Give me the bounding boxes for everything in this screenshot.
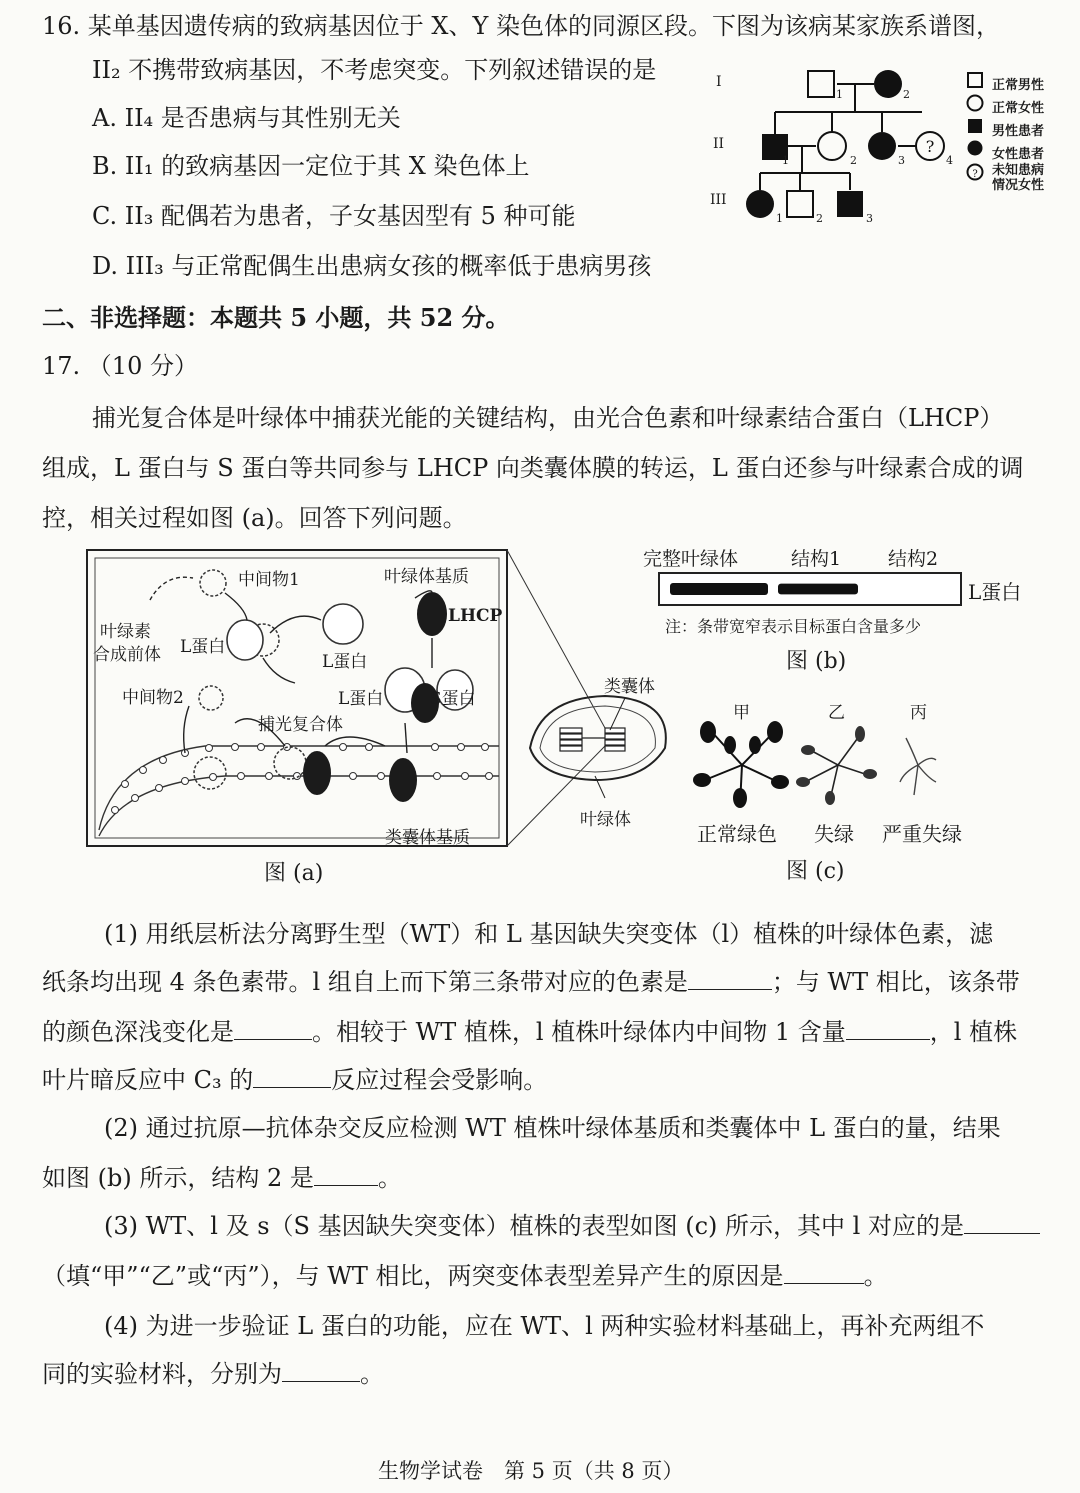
fig-b-col-2: 结构1 [791,548,842,570]
pedigree-I1-normal-male [808,71,834,97]
q17-3-line1-text: (3) WT、l 及 s（S 基因缺失突变体）植株的表型如图 (c) 所示，其中 l 对应的是 [104,1212,964,1240]
fig-a-lprotein-3: L蛋白 [338,689,384,709]
svg-text:?: ? [925,137,935,156]
pedigree-id-III1: 1 [776,212,783,225]
fig-a-caption: 图 (a) [264,861,324,886]
fig-c-plant-label-1: 甲 [733,703,750,723]
q17-3-blank-2[interactable] [784,1263,864,1284]
fig-c-plant-label-3: 丙 [910,703,927,723]
pedigree-id-III3: 3 [866,212,873,225]
q17-1-line2-text-b: ；与 WT 相比，该条带 [771,968,1020,996]
q16-option-c: C. II₃ 配偶若为患者，子女基因型有 5 种可能 [92,202,576,230]
q17-2-line1: (2) 通过抗原—抗体杂交反应检测 WT 植株叶绿体基质和类囊体中 L 蛋白的量，结果 [104,1114,1001,1142]
fig-a-sprotein: S蛋白 [430,689,476,709]
fig-b-col-3: 结构2 [888,548,939,570]
q17-4-line1: (4) 为进一步验证 L 蛋白的功能，应在 WT、l 两种实验材料基础上，再补充两组不 [104,1312,985,1340]
q17-3-line1 [104,1206,1040,1241]
fig-b-blot [658,572,963,608]
q16-stem-line2: II₂ 不携带致病基因，不考虑突变。下列叙述错误的是 [92,56,657,84]
q17-1-line2 [42,962,1020,997]
q17-3-blank-1[interactable] [964,1213,1040,1234]
q17-1-blank-2[interactable] [234,1019,312,1040]
pedigree-id-I2: 2 [903,88,910,101]
q17-1-blank-3[interactable] [846,1019,930,1040]
q17-1-line4-text-a: 叶片暗反应中 C₃ 的 [42,1066,254,1094]
fig-a-lhcp: LHCP [448,606,503,626]
pedigree-id-I1: 1 [836,88,843,101]
svg-text:?: ? [972,169,978,180]
q17-1-blank-1[interactable] [688,969,772,990]
q17-header: 17. （10 分） [42,352,198,380]
blot-band-2 [778,584,858,595]
fig-c-phenotype-3: 严重失绿 [882,822,962,846]
q16-option-b: B. II₁ 的致病基因一定位于其 X 染色体上 [92,152,530,180]
fig-a-complex: 捕光复合体 [258,715,343,735]
pedigree-II3-affected-female [868,132,896,160]
legend-affected-male: 男性患者 [992,124,1045,139]
pedigree-III3-affected-male [837,191,863,217]
pedigree-id-II1: 1 [782,154,789,167]
fig-a-precursor-2: 合成前体 [93,645,161,665]
q17-2-line2-text-a: 如图 (b) 所示，结构 2 是 [42,1164,314,1192]
q17-4-blank[interactable] [282,1361,360,1382]
pedigree-id-II4: 4 [946,154,953,167]
plant-jia-icon [693,721,789,808]
q17-1-line4 [42,1060,547,1095]
q17-1-line2-text-a: 纸条均出现 4 条色素带。l 组自上而下第三条带对应的色素是 [42,968,688,996]
fig-a-intermediate2: 中间物2 [122,688,184,708]
q16-stem-line1: 16. 某单基因遗传病的致病基因位于 X、Y 染色体的同源区段。下图为该病某家族系谱图， [42,12,1000,40]
fig-b-col-1: 完整叶绿体 [643,548,739,570]
q17-2-line2-text-b: 。 [377,1164,402,1192]
q17-4-line2-text-a: 同的实验材料，分别为 [42,1360,282,1388]
q17-1-line3-text-a: 的颜色深浅变化是 [42,1018,234,1046]
q17-1-line1: (1) 用纸层析法分离野生型（WT）和 L 基因缺失突变体（l）植株的叶绿体色素，滤 [104,920,994,948]
q17-4-line2 [42,1354,384,1389]
fig-b-caption: 图 (b) [786,649,847,674]
q17-1-line4-text-b: 反应过程会受影响。 [331,1066,548,1094]
fig-a-intermediate1: 中间物1 [238,570,300,590]
fig-b-row-label: L蛋白 [968,580,1022,604]
plant-yi-icon [796,726,877,805]
pedigree-III2-normal-male [787,191,813,217]
page-footer: 生物学试卷 第 5 页（共 8 页） [378,1459,684,1483]
q17-2-blank[interactable] [314,1165,378,1186]
q17-1-line3 [42,1012,1017,1047]
fig-a-chloroplast: 叶绿体 [580,810,631,830]
pedigree-id-II2: 2 [850,154,857,167]
q17-4-line2-text-b: 。 [360,1360,384,1388]
q17-1-line3-text-c: ，l 植株 [929,1018,1018,1046]
fig-a-thylakoid: 类囊体 [604,677,655,697]
plant-bing-icon [900,738,936,795]
fig-a-lprotein-1: L蛋白 [180,637,226,657]
fig-c-plants [690,720,960,810]
fig-c-caption: 图 (c) [786,859,845,884]
blot-band-1 [670,583,768,595]
q17-intro-line2: 组成，L 蛋白与 S 蛋白等共同参与 LHCP 向类囊体膜的转运，L 蛋白还参与叶绿素合成的调 [42,454,1024,482]
q17-3-line2-text-a: （填“甲”“乙”或“丙”），与 WT 相比，两突变体表型差异产生的原因是 [42,1262,784,1290]
q16-option-d: D. III₃ 与正常配偶生出患病女孩的概率低于患病男孩 [92,252,652,280]
legend-unknown-female: 未知患病情况女性 [992,163,1045,193]
pedigree-gen-I-label: I [716,74,722,90]
pedigree-I2-affected-female [874,70,902,98]
fig-c-plant-label-2: 乙 [828,703,845,723]
q17-2-line2 [42,1158,402,1193]
pedigree-gen-II-label: II [713,136,725,152]
fig-c-phenotype-2: 失绿 [814,822,854,846]
q17-1-line3-text-b: 。相较于 WT 植株，l 植株叶绿体内中间物 1 含量 [312,1018,846,1046]
fig-c-phenotype-1: 正常绿色 [697,822,777,846]
legend-affected-female: 女性患者 [992,147,1045,162]
q17-1-blank-4[interactable] [253,1067,331,1088]
q17-intro-line3: 控，相关过程如图 (a)。回答下列问题。 [42,504,467,532]
fig-a-lprotein-2: L蛋白 [322,652,368,672]
pedigree-II2-normal-female [818,132,846,160]
q17-intro-line1: 捕光复合体是叶绿体中捕获光能的关键结构，由光合色素和叶绿素结合蛋白（LHCP） [92,404,1004,432]
legend-normal-male: 正常男性 [992,78,1045,93]
pedigree-gen-III-label: III [710,192,727,208]
pedigree-III1-affected-female [746,190,774,218]
q17-3-line2-text-b: 。 [863,1262,888,1290]
fig-a-lumen: 类囊体基质 [385,828,470,848]
pedigree-id-II3: 3 [898,154,905,167]
section2-header: 二、非选择题：本题共 5 小题，共 52 分。 [42,303,510,332]
legend-normal-female: 正常女性 [992,101,1045,116]
fig-b-note: 注：条带宽窄表示目标蛋白含量多少 [665,617,922,636]
q17-3-line2 [42,1256,888,1291]
fig-a-precursor-1: 叶绿素 [100,622,151,642]
q16-option-a: A. II₄ 是否患病与其性别无关 [92,104,401,132]
fig-a-stroma: 叶绿体基质 [384,567,469,587]
pedigree-id-III2: 2 [816,212,823,225]
